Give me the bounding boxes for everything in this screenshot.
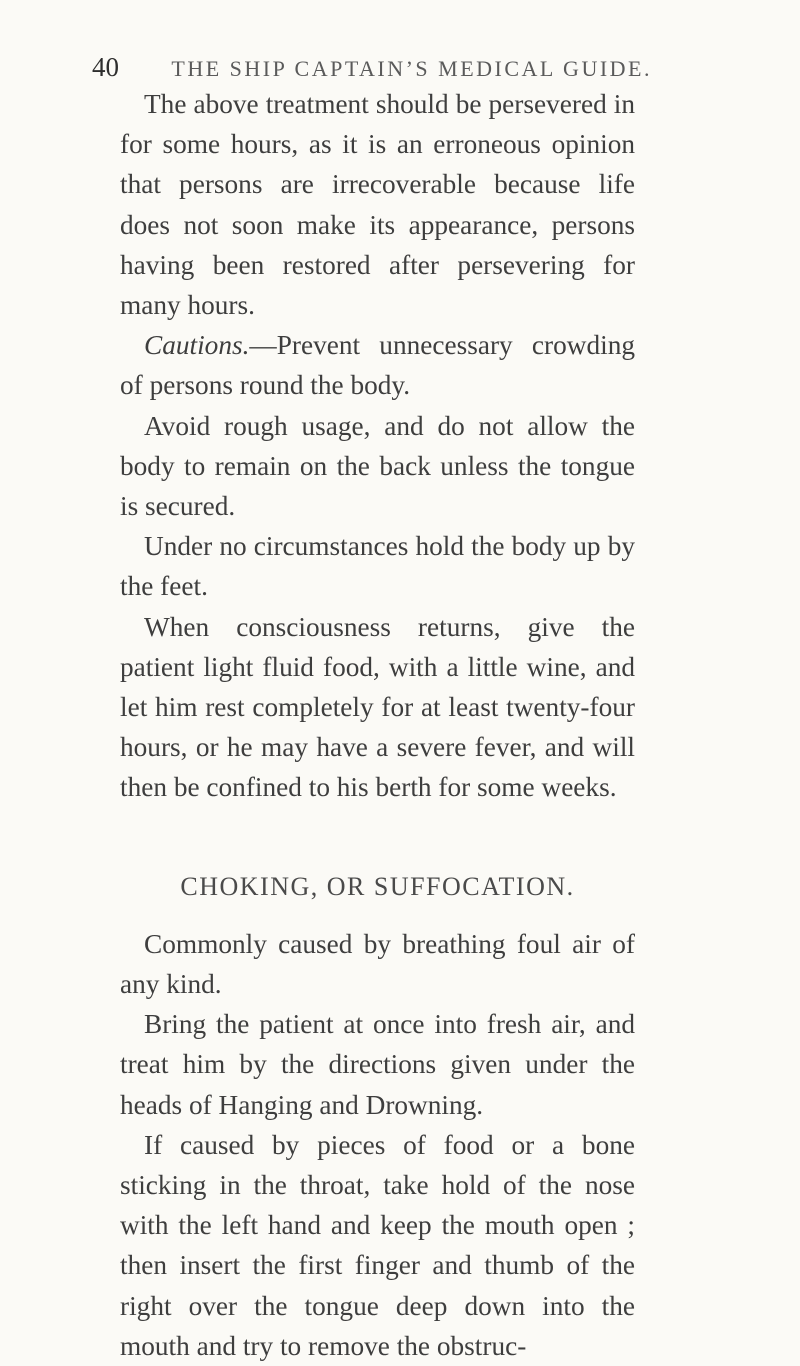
page-header [92,52,652,83]
paragraph-hold-body: Under no circumstances hold the body up by the feet. [120,531,635,602]
paragraph-consciousness: When consciousness returns, give the patient light fluid food, with a little wine, and let him rest completely for at least twenty-four hours, or he may have a severe fever, and will then be confined to his berth for some weeks. [120,611,635,803]
running-title: THE SHIP CAPTAIN’S MEDICAL GUIDE. [171,56,652,81]
paragraph-cautions [120,325,635,405]
section-heading: CHOKING, OR SUFFOCATION. [180,871,575,901]
page-body [120,84,635,1366]
cautions-label: Cautions. [144,330,250,361]
paragraph-rough-usage: Avoid rough usage, and do not allow the body to remain on the back unless the tongue is secured. [120,410,635,522]
cautions-text: —Prevent unnecessary crowding of persons round the body. [120,330,635,401]
paragraph-commonly-caused: Commonly caused by breathing foul air of any kind. [120,928,635,1000]
paragraph-treatment: The above treatment should be persevered in for some hours, as it is an erroneous opinion that persons are irrecoverable because life does not soon make its appearance, persons having been restored after persevering for many hours. [120,89,635,321]
paragraph-fresh-air: Bring the patient at once into fresh air, and treat him by the directions given under the heads of Hanging and Drowning. [120,1009,635,1120]
page-number: 40 [92,52,119,82]
paragraph-food-bone: If caused by pieces of food or a bone sticking in the throat, take hold of the nose with the left hand and keep the mouth open ; then insert the first finger and thumb of the right over the tongue deep down into the mouth and try to remove the obstruc- [120,1129,635,1361]
